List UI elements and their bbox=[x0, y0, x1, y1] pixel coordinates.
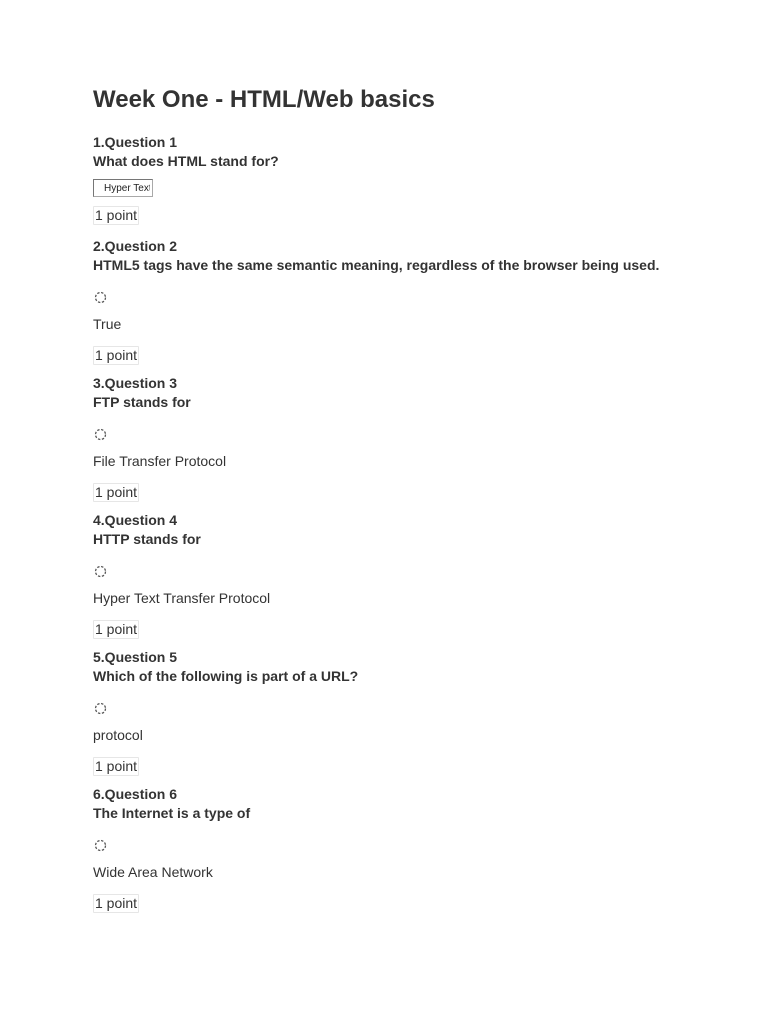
question-text: FTP stands for bbox=[93, 394, 191, 410]
points-label: 1 point bbox=[95, 621, 138, 637]
option-label[interactable]: Hyper Text Transfer Protocol bbox=[93, 590, 271, 606]
points-label: 1 point bbox=[95, 484, 138, 500]
radio-button[interactable] bbox=[94, 565, 107, 578]
question-text: The Internet is a type of bbox=[93, 805, 251, 821]
points-label: 1 point bbox=[95, 758, 138, 774]
question-text: HTTP stands for bbox=[93, 531, 201, 547]
question-4 bbox=[93, 511, 713, 637]
question-text: What does HTML stand for? bbox=[93, 153, 279, 169]
radio-button[interactable] bbox=[94, 839, 107, 852]
question-number: 2.Question 2 bbox=[93, 238, 178, 254]
question-text: HTML5 tags have the same semantic meaning, regardless of the browser being used. bbox=[93, 257, 660, 273]
question-number: 3.Question 3 bbox=[93, 375, 178, 391]
option-label[interactable]: File Transfer Protocol bbox=[93, 453, 227, 469]
question-number: 4.Question 4 bbox=[93, 512, 178, 528]
points-label: 1 point bbox=[95, 207, 138, 223]
points-label: 1 point bbox=[95, 347, 138, 363]
radio-button[interactable] bbox=[94, 428, 107, 441]
question-5 bbox=[93, 648, 713, 774]
question-6 bbox=[93, 785, 713, 911]
radio-button[interactable] bbox=[94, 702, 107, 715]
option-label[interactable]: Wide Area Network bbox=[93, 864, 213, 880]
question-number: 5.Question 5 bbox=[93, 649, 178, 665]
option-label[interactable]: protocol bbox=[93, 727, 143, 743]
answer-input[interactable] bbox=[93, 179, 153, 197]
question-text: Which of the following is part of a URL? bbox=[93, 668, 359, 684]
option-label[interactable]: True bbox=[93, 316, 122, 332]
question-2 bbox=[93, 237, 713, 363]
radio-button[interactable] bbox=[94, 291, 107, 304]
page-title: Week One - HTML/Web basics bbox=[93, 86, 435, 113]
question-number: 1.Question 1 bbox=[93, 134, 178, 150]
points-label: 1 point bbox=[95, 895, 138, 911]
question-3 bbox=[93, 374, 713, 500]
question-number: 6.Question 6 bbox=[93, 786, 178, 802]
question-1 bbox=[93, 133, 713, 223]
